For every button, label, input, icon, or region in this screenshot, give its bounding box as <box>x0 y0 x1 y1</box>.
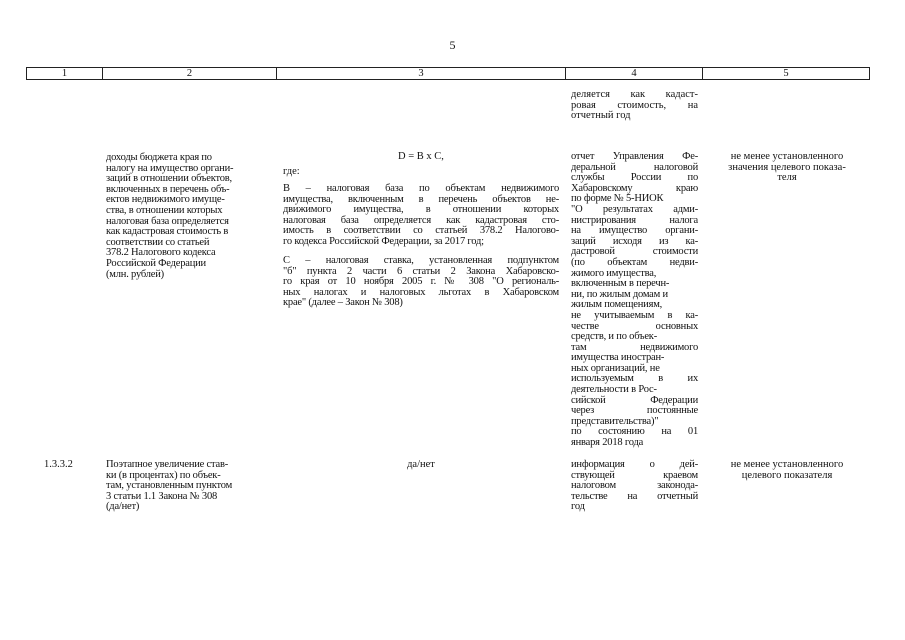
header-col-4: 4 <box>566 68 703 79</box>
formula-where: где: <box>283 166 300 177</box>
page-number: 5 <box>449 38 456 52</box>
formula-c-definition: C – налоговая ставка, установленная подпунктом "б" пункта 2 части 6 статьи 2 Закона Хабаровско- го края от 10 ноября 2005 г. № 308 "О региональ- ных налогах и налоговых льготах в Хабаровском крае" (далее – Закон № 308) <box>283 255 559 309</box>
formula-b-definition: B – налоговая база по объектам недвижимого имущества, включенным в перечень объектов не- движимого имущества, в отношении которых налоговая база определяется как кадастровая сто- имость в соответствии со статьей 378.2 Налогово- го кодекса Российской Федерации, за 2017 год; <box>283 183 559 247</box>
row1-data-source: отчет Управления Фе- деральной налоговой службы России по Хабаровскому краю по форме № 5-НИОК "О результатах адми- нистрирования налога на имущество органи- заций исходя из ка- дастровой стоимости (по объектам недви- жимого имущества, включенным в перечн- ни, по жилым домам и жилым помещениям, не учитываемым в ка- честве основных средств, и по объек- там недвижимого имущества иностран- ных организаций, не используемым в их деятельности в Рос- сийской Федерации через постоянные представительства)" по состоянию на 01 января 2018 года <box>571 151 698 449</box>
row2-value: да/нет <box>407 459 435 470</box>
row2-number: 1.3.3.2 <box>44 459 73 470</box>
formula: D = B x C, <box>398 151 444 162</box>
header-col-2: 2 <box>103 68 277 79</box>
header-col-3: 3 <box>277 68 566 79</box>
table-header <box>26 67 870 80</box>
row1-target-value: не менее установленного значения целевого показа- теля <box>728 151 846 184</box>
row2-target-value: не менее установленного целевого показателя <box>730 459 844 481</box>
row2-indicator-name: Поэтапное увеличение став- ки (в процентах) по объек- там, установленным пунктом 3 статьи 1.1 Закона № 308 (да/нет) <box>106 459 233 513</box>
row2-data-source: информация о дей- ствующей краевом налоговом законода- тельстве на отчетный год <box>571 459 698 513</box>
row1-indicator-name: доходы бюджета края по налогу на имущество органи- заций в отношении объектов, включенных в перечень объ- ектов недвижимого имуще- ства, в отношении которых налоговая база определяется как кадастровая стоимость в соответствии со статьей 378.2 Налогового кодекса Российской Федерации (млн. рублей) <box>106 152 234 280</box>
row0-source-text: деляется как кадаст- ровая стоимость, на отчетный год <box>571 89 698 122</box>
header-col-5: 5 <box>783 68 789 79</box>
header-col-1: 1 <box>27 68 103 79</box>
